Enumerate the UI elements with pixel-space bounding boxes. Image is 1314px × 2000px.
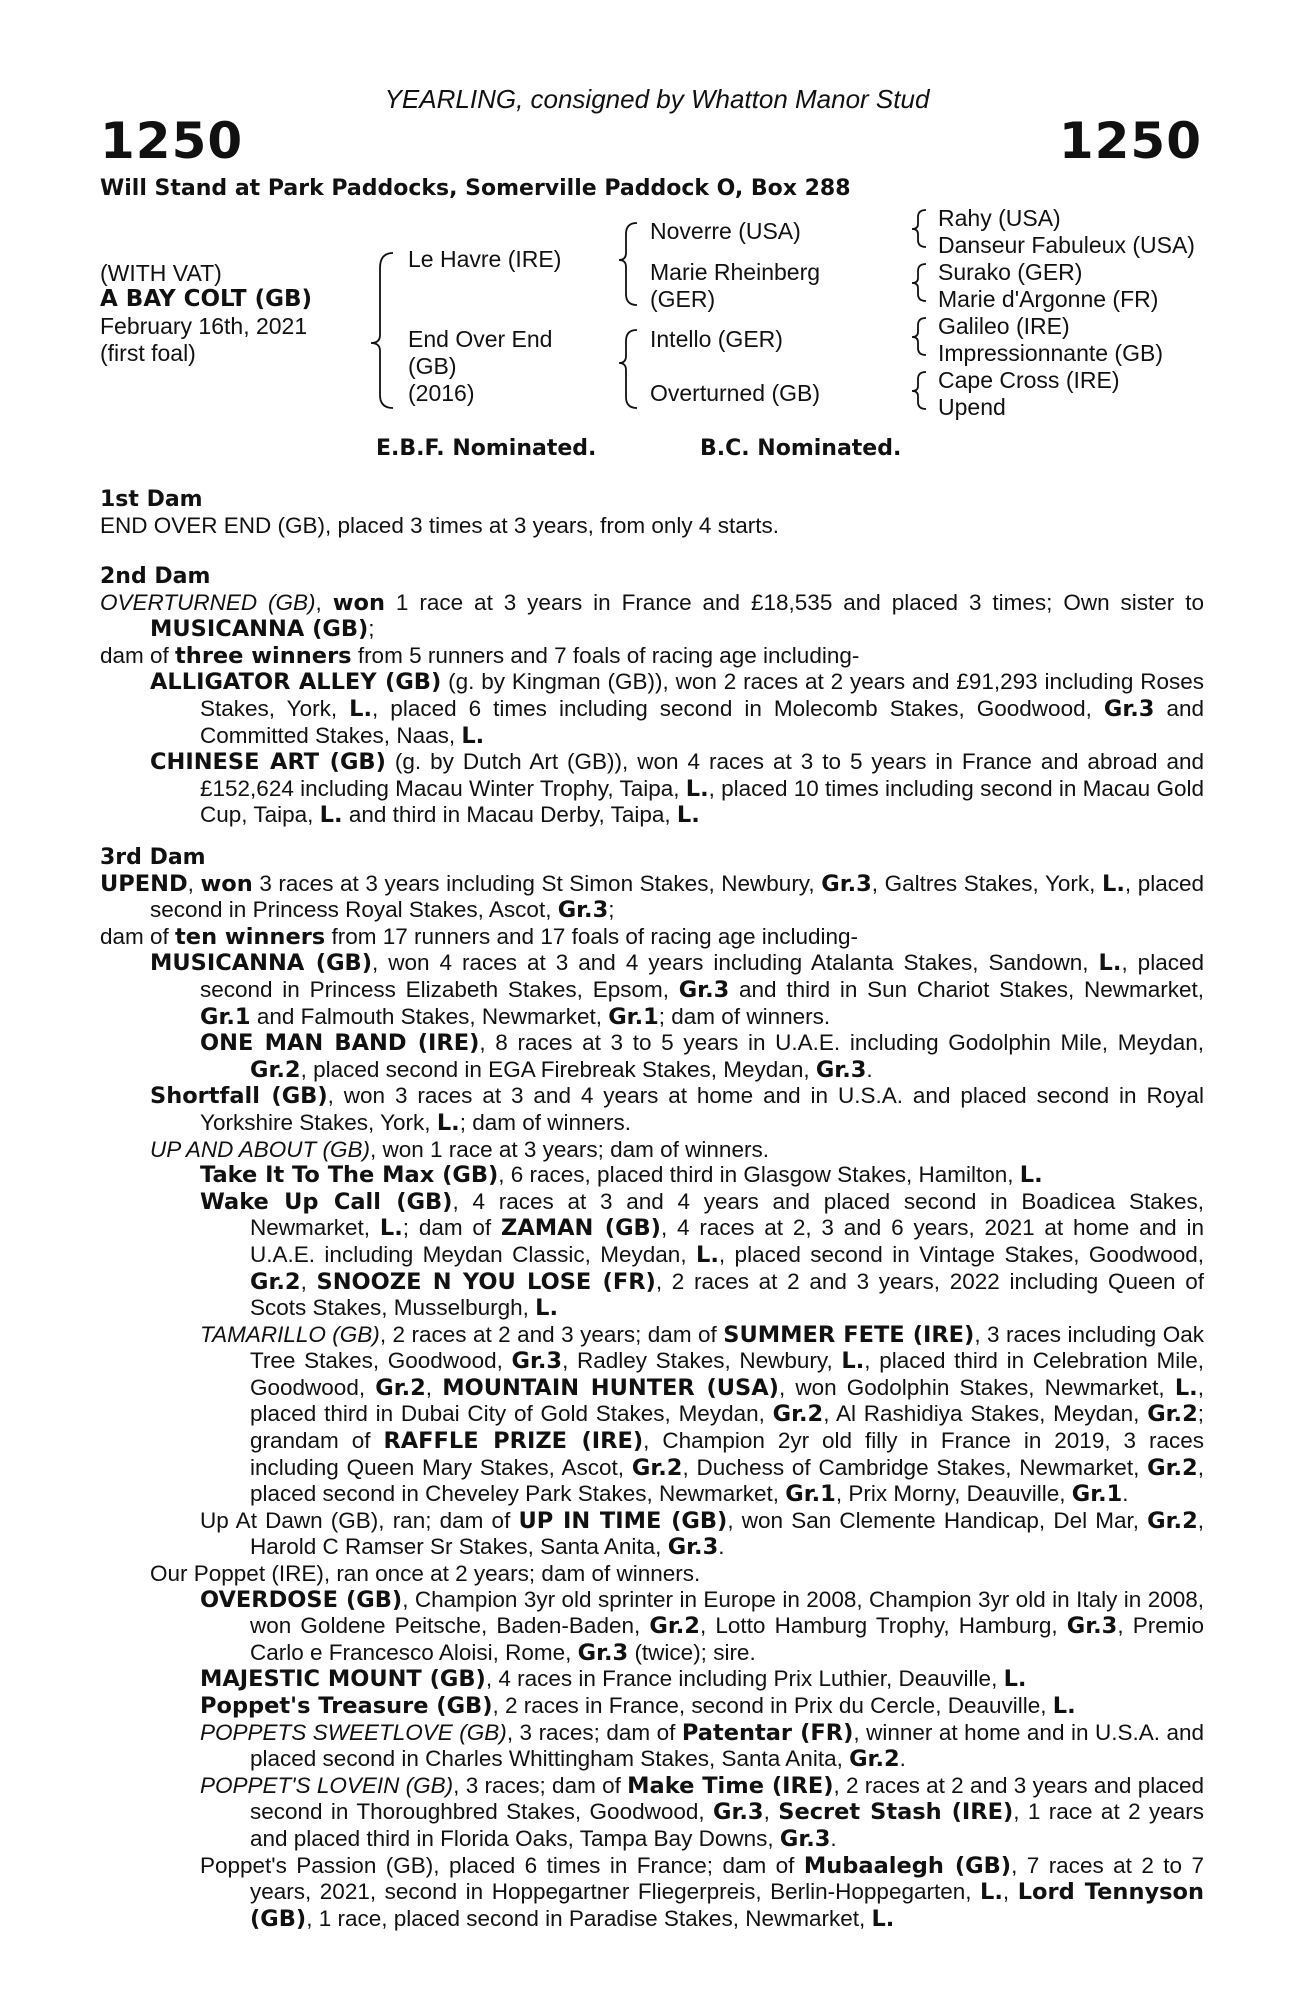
grandparent-4: Marie d'Argonne (FR) bbox=[938, 286, 1159, 312]
vat-note: (WITH VAT) bbox=[100, 260, 222, 286]
second-dam-section bbox=[100, 564, 1204, 829]
horse-name: A BAY COLT (GB) bbox=[100, 286, 313, 312]
dam-name-line2: (GB) bbox=[408, 353, 457, 379]
produce-entry: Up At Dawn (GB), ran; dam of UP IN TIME (GB), won San Clemente Handicap, Del Mar, Gr.2, Harold C Ramser Sr Stakes, Santa Anita, Gr.3. bbox=[200, 1507, 1204, 1561]
bracket-main bbox=[371, 253, 393, 408]
grandparent-6: Impressionnante (GB) bbox=[938, 340, 1163, 366]
second-dam-entry: OVERTURNED (GB), won 1 race at 3 years in France and £18,535 and placed 3 times; Own sister to MUSICANNA (GB); bbox=[100, 589, 1204, 643]
produce-entry: POPPETS SWEETLOVE (GB), 3 races; dam of Patentar (FR), winner at home and in U.S.A. and placed second in Charles Whittingham Stakes, Santa Anita, Gr.2. bbox=[200, 1719, 1205, 1773]
bracket-g4 bbox=[912, 372, 926, 409]
grandparent-8: Upend bbox=[938, 394, 1006, 420]
third-dam-section bbox=[100, 845, 1204, 1932]
grandparent-1: Rahy (USA) bbox=[938, 205, 1061, 231]
grandparent-5: Galileo (IRE) bbox=[938, 313, 1070, 339]
sire-dam-line1: Marie Rheinberg bbox=[650, 259, 821, 285]
produce-entry: CHINESE ART (GB) (g. by Dutch Art (GB)), won 4 races at 3 to 5 years in France and abroad and £152,624 including Macau Winter Trophy, Taipa, L., placed 10 times including second in Macau Gold Cup, Taipa, L. and third in Macau Derby, Taipa, L. bbox=[150, 749, 1204, 829]
lot-number-left: 1250 bbox=[100, 112, 244, 170]
produce-entry: MUSICANNA (GB), won 4 races at 3 and 4 years including Atalanta Stakes, Sandown, L., placed second in Princess Elizabeth Stakes, Epsom, Gr.3 and third in Sun Chariot Stakes, Newmarket, Gr.1 and Falmouth Stakes, Newmarket, Gr.1; dam of winners. bbox=[150, 950, 1204, 1030]
stabling-location: Will Stand at Park Paddocks, Somerville Paddock O, Box 288 bbox=[100, 176, 851, 201]
bracket-g3 bbox=[912, 318, 926, 355]
produce-entry: OVERDOSE (GB), Champion 3yr old sprinter in Europe in 2008, Champion 3yr old in Italy in 2008, won Goldene Peitsche, Baden-Baden, Gr.2, Lotto Hamburg Trophy, Hamburg, Gr.3, Premio Carlo e Francesco Aloisi, Rome, Gr.3 (twice); sire. bbox=[200, 1586, 1205, 1666]
grandparent-7: Cape Cross (IRE) bbox=[938, 367, 1120, 393]
dam-foaled-year: (2016) bbox=[408, 380, 475, 406]
ebf-nomination: E.B.F. Nominated. bbox=[376, 436, 597, 461]
produce-entry: Wake Up Call (GB), 4 races at 3 and 4 years and placed second in Boadicea Stakes, Newmarket, L.; dam of ZAMAN (GB), 4 races at 2, 3 and 6 years, 2021 at home and in U.A.E. including Meydan Classic, Meydan, L., placed second in Vintage Stakes, Goodwood, Gr.2, SNOOZE N YOU LOSE (FR), 2 races at 2 and 3 years, 2022 including Queen of Scots Stakes, Musselburgh, L. bbox=[200, 1188, 1204, 1322]
consignment-line: YEARLING, consigned by Whatton Manor Stud bbox=[384, 84, 930, 114]
first-dam-heading: 1st Dam bbox=[100, 487, 203, 512]
sire-dam-line2: (GER) bbox=[650, 286, 716, 312]
produce-entry: MAJESTIC MOUNT (GB), 4 races in France including Prix Luthier, Deauville, L. bbox=[200, 1666, 1027, 1693]
produce-entry: Take It To The Max (GB), 6 races, placed third in Glasgow Stakes, Hamilton, L. bbox=[200, 1162, 1043, 1189]
third-dam-produce-summary: dam of ten winners from 17 runners and 17 foals of racing age including- bbox=[100, 923, 859, 950]
second-dam-heading: 2nd Dam bbox=[100, 564, 211, 589]
bracket-dam bbox=[619, 330, 637, 408]
foaling-date: February 16th, 2021 bbox=[100, 313, 308, 339]
dam-sire: Intello (GER) bbox=[650, 326, 783, 352]
bracket-g2 bbox=[912, 264, 926, 301]
produce-entry: Poppet's Treasure (GB), 2 races in France, second in Prix du Cercle, Deauville, L. bbox=[200, 1693, 1076, 1719]
produce-entry: Our Poppet (IRE), ran once at 2 years; dam of winners. bbox=[150, 1561, 701, 1587]
produce-entry: TAMARILLO (GB), 2 races at 2 and 3 years; dam of SUMMER FETE (IRE), 3 races including Oak Tree Stakes, Goodwood, Gr.3, Radley Stakes, Newbury, L., placed third in Celebration Mile, Goodwood, Gr.2, MOUNTAIN HUNTER (USA), won Godolphin Stakes, Newmarket, L., placed third in Dubai City of Gold Stakes, Meydan, Gr.2, Al Rashidiya Stakes, Meydan, Gr.2; grandam of RAFFLE PRIZE (IRE), Champion 2yr old filly in France in 2019, 3 races including Queen Mary Stakes, Ascot, Gr.2, Duchess of Cambridge Stakes, Newmarket, Gr.2, placed second in Cheveley Park Stakes, Newmarket, Gr.1, Prix Morny, Deauville, Gr.1. bbox=[200, 1321, 1205, 1508]
third-dam-entry: UPEND, won 3 races at 3 years including St Simon Stakes, Newbury, Gr.3, Galtres Stakes, York, L., placed second in Princess Royal Stakes, Ascot, Gr.3; bbox=[100, 870, 1205, 924]
first-dam-section bbox=[100, 487, 1204, 538]
grandparent-3: Surako (GER) bbox=[938, 259, 1083, 285]
sire-sire: Noverre (USA) bbox=[650, 218, 801, 244]
bracket-sire bbox=[619, 223, 637, 305]
first-dam-text: END OVER END (GB), placed 3 times at 3 years, from only 4 starts. bbox=[100, 512, 779, 538]
produce-entry: UP AND ABOUT (GB), won 1 race at 3 years; dam of winners. bbox=[150, 1136, 769, 1162]
produce-entry: Poppet's Passion (GB), placed 6 times in France; dam of Mubaalegh (GB), 7 races at 2 to 7 years, 2021, second in Hoppegartner Fliegerpreis, Berlin-Hoppegarten, L., Lord Tennyson (GB), 1 race, placed second in Paradise Stakes, Newmarket, L. bbox=[200, 1852, 1204, 1932]
third-dam-heading: 3rd Dam bbox=[100, 845, 206, 870]
produce-entry: Shortfall (GB), won 3 races at 3 and 4 years at home and in U.S.A. and placed second in Royal Yorkshire Stakes, York, L.; dam of winners. bbox=[150, 1083, 1204, 1136]
second-dam-produce-summary: dam of three winners from 5 runners and 7 foals of racing age including- bbox=[100, 642, 860, 669]
lot-number-right: 1250 bbox=[1058, 112, 1202, 170]
sire-name: Le Havre (IRE) bbox=[408, 246, 562, 272]
produce-entry: POPPET'S LOVEIN (GB), 3 races; dam of Make Time (IRE), 2 races at 2 and 3 years and placed second in Thoroughbred Stakes, Goodwood, Gr.3, Secret Stash (IRE), 1 race at 2 years and placed third in Florida Oaks, Tampa Bay Downs, Gr.3. bbox=[200, 1772, 1204, 1852]
grandparent-2: Danseur Fabuleux (USA) bbox=[938, 232, 1195, 258]
bracket-g1 bbox=[912, 210, 926, 247]
produce-entry: ALLIGATOR ALLEY (GB) (g. by Kingman (GB)), won 2 races at 2 years and £91,293 including Roses Stakes, York, L., placed 6 times including second in Molecomb Stakes, Goodwood, Gr.3 and Committed Stakes, Naas, L. bbox=[150, 669, 1205, 749]
bc-nomination: B.C. Nominated. bbox=[700, 436, 902, 461]
dam-name-line1: End Over End bbox=[408, 326, 553, 352]
produce-entry: ONE MAN BAND (IRE), 8 races at 3 to 5 years in U.A.E. including Godolphin Mile, Meydan, Gr.2, placed second in EGA Firebreak Stakes, Meydan, Gr.3. bbox=[200, 1030, 1204, 1083]
dam-dam: Overturned (GB) bbox=[650, 380, 820, 406]
foal-note: (first foal) bbox=[100, 340, 196, 366]
